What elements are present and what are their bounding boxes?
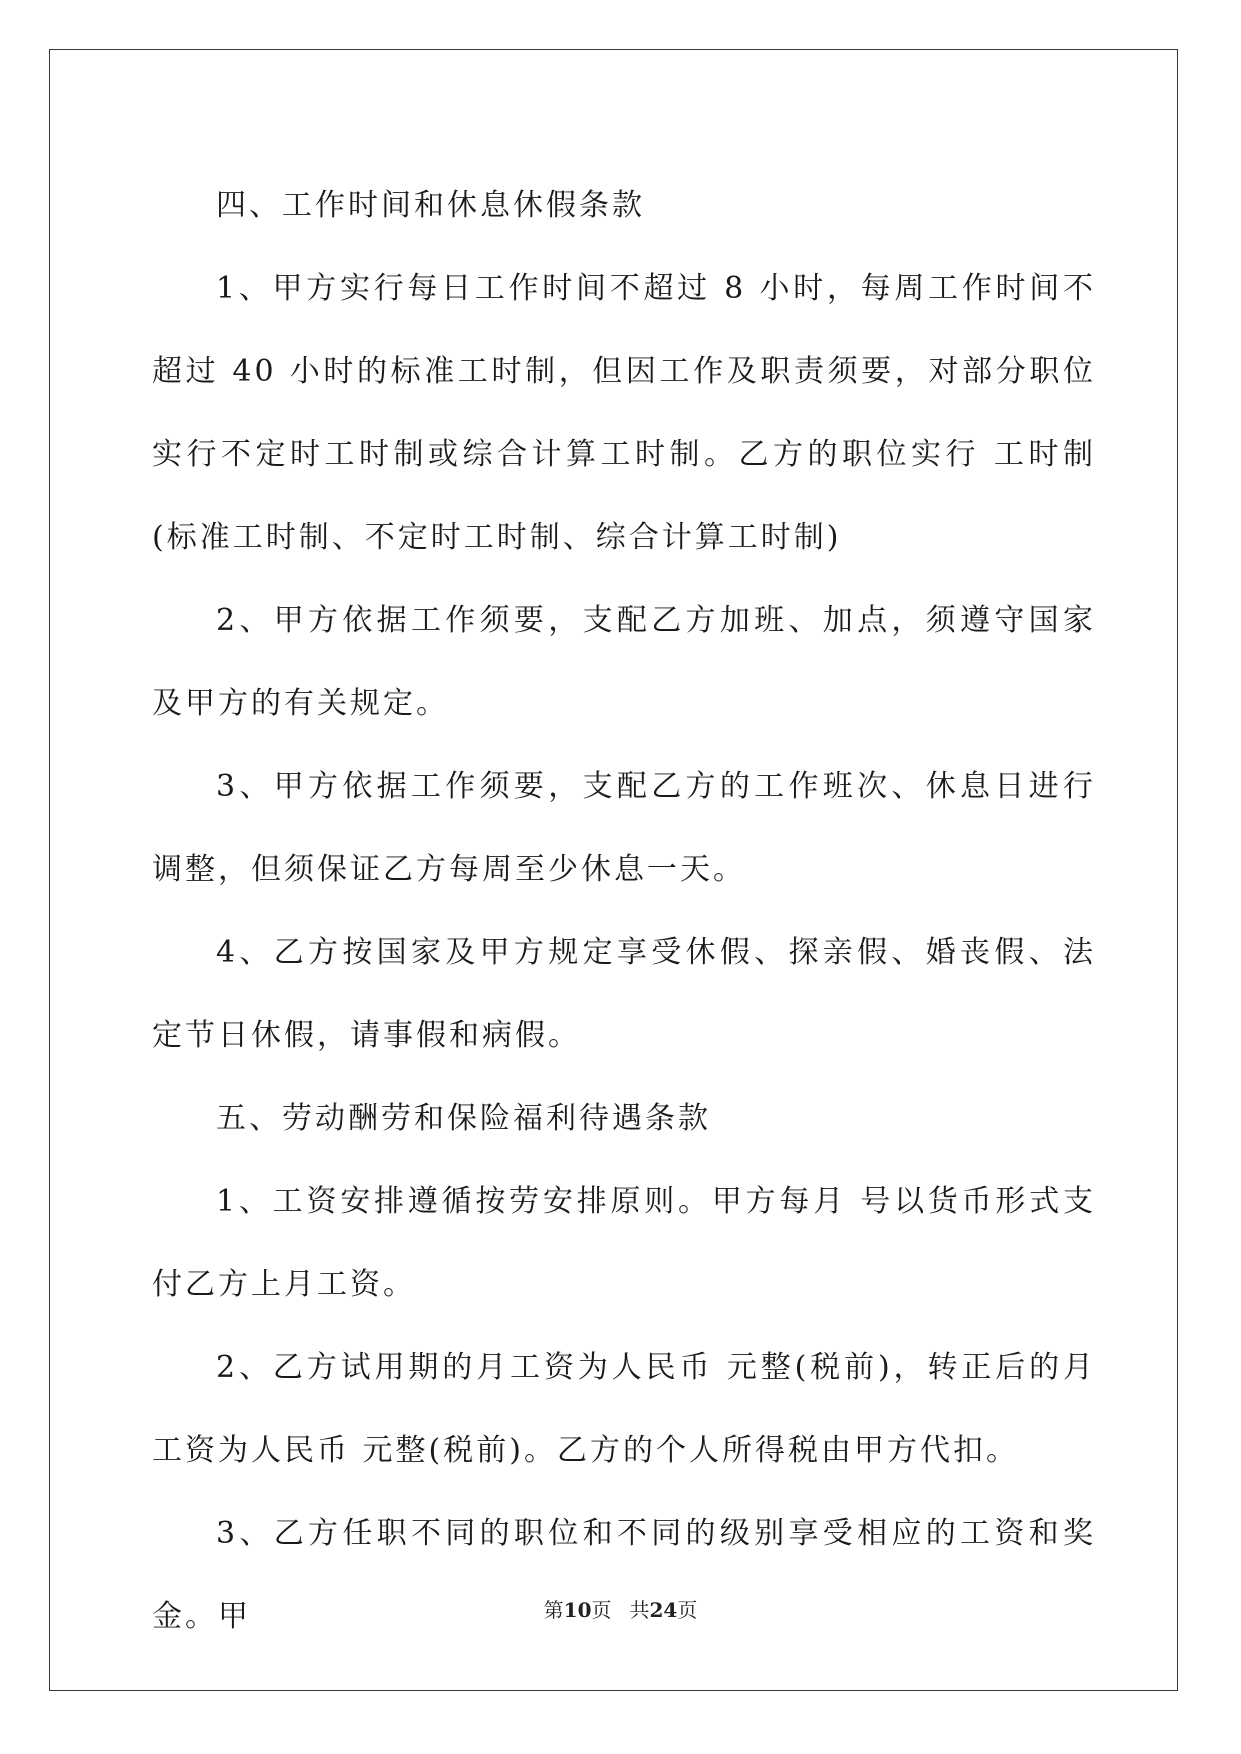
clause-paragraph: 4、乙方按国家及甲方规定享受休假、探亲假、婚丧假、法定节日休假，请事假和病假。	[152, 935, 1096, 1053]
page-current: 10	[563, 1598, 592, 1622]
total-prefix: 共	[629, 1598, 650, 1622]
clause-paragraph: 3、甲方依据工作须要，支配乙方的工作班次、休息日进行调整，但须保证乙方每周至少休息一天。	[152, 769, 1096, 887]
page-suffix: 页	[591, 1598, 612, 1622]
total-suffix: 页	[677, 1598, 698, 1622]
clause-paragraph: 1、工资安排遵循按劳安排原则。甲方每月 号以货币形式支付乙方上月工资。	[152, 1184, 1096, 1302]
document-body	[152, 164, 1096, 1658]
clause-paragraph: 3、乙方任职不同的职位和不同的级别享受相应的工资和奖金。甲	[152, 1516, 1096, 1634]
page-footer	[0, 1594, 1241, 1623]
clause-paragraph: 1、甲方实行每日工作时间不超过 8 小时，每周工作时间不超过 40 小时的标准工时制，但因工作及职责须要，对部分职位实行不定时工时制或综合计算工时制。乙方的职位实行 工时制(标准工时制、不定时工时制、综合计算工时制)	[152, 271, 1096, 555]
clause-paragraph: 2、甲方依据工作须要，支配乙方加班、加点，须遵守国家及甲方的有关规定。	[152, 603, 1096, 721]
clause-paragraph: 2、乙方试用期的月工资为人民币 元整(税前)，转正后的月工资为人民币 元整(税前)。乙方的个人所得税由甲方代扣。	[152, 1350, 1096, 1468]
page-prefix: 第	[543, 1598, 564, 1622]
section-heading-work-hours: 四、工作时间和休息休假条款	[216, 188, 645, 223]
page-total: 24	[649, 1598, 678, 1622]
section-heading-compensation: 五、劳动酬劳和保险福利待遇条款	[216, 1101, 711, 1136]
